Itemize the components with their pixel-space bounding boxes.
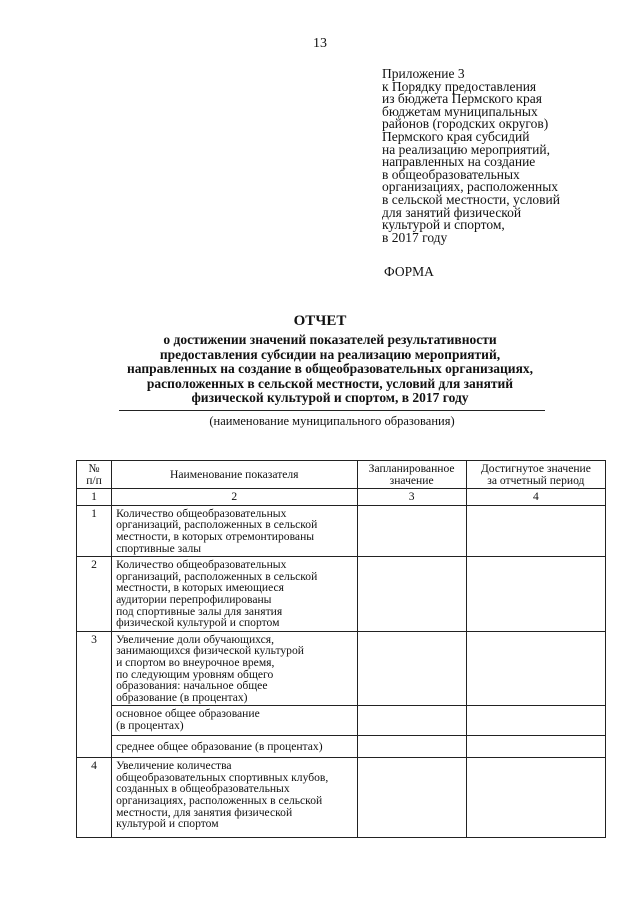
indicator-line: организаций, расположенных в сельской xyxy=(116,569,318,583)
appendix-line: к Порядку предоставления xyxy=(382,78,537,94)
header-fact xyxy=(466,461,605,489)
column-number-row xyxy=(77,489,606,506)
indicator-line: местности, в которых имеющиеся xyxy=(116,581,284,595)
header-fact-line: Достигнутое значение xyxy=(480,462,591,475)
achieved-value-cell[interactable] xyxy=(466,631,605,706)
header-num-line: п/п xyxy=(86,473,102,487)
indicator-line: аудитории перепрофилированы xyxy=(116,592,272,606)
table-row xyxy=(77,736,606,758)
subtitle-line: направленных на создание в общеобразовательных организациях, xyxy=(126,361,533,377)
appendix-line: в 2017 году xyxy=(382,229,448,245)
planned-value-cell[interactable] xyxy=(357,557,466,632)
appendix-line: в общеобразовательных xyxy=(382,166,520,182)
column-number: 2 xyxy=(112,489,357,506)
municipality-caption: (наименование муниципального образования) xyxy=(209,414,455,428)
form-label: ФОРМА xyxy=(384,264,434,279)
column-number: 4 xyxy=(466,489,605,506)
report-title: ОТЧЕТ xyxy=(293,313,347,329)
indicator-line: созданных в общеобразовательных xyxy=(116,782,290,796)
indicator-line: по следующим уровням общего xyxy=(116,667,274,681)
indicator-line: организациях, расположенных в сельской xyxy=(116,794,323,808)
planned-value-cell[interactable] xyxy=(357,505,466,556)
indicator-line: под спортивные залы для занятия xyxy=(116,604,283,618)
header-num xyxy=(77,461,112,489)
municipality-input-line[interactable] xyxy=(119,410,545,411)
appendix-line: культурой и спортом, xyxy=(382,217,505,233)
indicator-line: (в процентах) xyxy=(116,718,184,732)
indicator-line: Увеличение количества xyxy=(116,759,232,773)
achieved-value-cell[interactable] xyxy=(466,706,605,736)
column-number: 1 xyxy=(77,489,112,506)
row-number: 3 xyxy=(77,631,112,758)
appendix-line: организациях, расположенных xyxy=(382,179,559,195)
appendix-line: на реализацию мероприятий, xyxy=(382,141,550,157)
subtitle-line: предоставления субсидии на реализацию мероприятий, xyxy=(159,346,501,362)
header-plan xyxy=(357,461,466,489)
subtitle-line: физической культурой и спортом, в 2017 году xyxy=(191,390,469,406)
indicator-line: организаций, расположенных в сельской xyxy=(116,518,318,532)
achieved-value-cell[interactable] xyxy=(466,505,605,556)
achieved-value-cell[interactable] xyxy=(466,758,605,838)
indicator-line: и спортом во внеурочное время, xyxy=(116,655,275,669)
indicator-name xyxy=(112,557,357,632)
appendix-block xyxy=(382,68,632,244)
planned-value-cell[interactable] xyxy=(357,706,466,736)
header-name: Наименование показателя xyxy=(112,461,357,489)
column-number: 3 xyxy=(357,489,466,506)
subtitle-line: расположенных в сельской местности, условий для занятий xyxy=(146,375,514,391)
row-number: 4 xyxy=(77,758,112,838)
indicator-line: среднее общее образование (в процентах) xyxy=(116,739,323,753)
indicator-name xyxy=(112,758,357,838)
achieved-value-cell[interactable] xyxy=(466,736,605,758)
appendix-line: Приложение 3 xyxy=(382,66,465,81)
achieved-value-cell[interactable] xyxy=(466,557,605,632)
indicator-line: культурой и спортом xyxy=(116,817,219,831)
header-plan-line: Запланированное xyxy=(368,462,455,475)
appendix-line: из бюджета Пермского края xyxy=(382,91,542,107)
report-subtitle xyxy=(80,333,580,406)
indicator-line: Количество общеобразовательных xyxy=(116,506,287,520)
planned-value-cell[interactable] xyxy=(357,758,466,838)
indicator-name xyxy=(112,706,357,736)
appendix-line: в сельской местности, условий xyxy=(382,191,560,207)
indicator-line: местности, для занятия физической xyxy=(116,805,293,819)
indicator-line: образование (в процентах) xyxy=(116,690,248,704)
indicators-table xyxy=(76,460,606,838)
table-row xyxy=(77,706,606,736)
indicator-line: спортивные залы xyxy=(116,541,202,555)
indicator-line: Количество общеобразовательных xyxy=(116,558,287,572)
appendix-line: для занятий физической xyxy=(382,204,522,220)
indicator-line: общеобразовательных спортивных клубов, xyxy=(116,770,329,784)
appendix-line: Пермского края субсидий xyxy=(382,128,530,144)
row-number: 2 xyxy=(77,557,112,632)
indicator-name xyxy=(112,631,357,706)
indicator-name xyxy=(112,736,357,758)
table-row xyxy=(77,557,606,632)
indicator-line: Увеличение доли обучающихся, xyxy=(116,632,275,646)
header-fact-line: за отчетный период xyxy=(487,473,585,487)
indicator-line: основное общее образование xyxy=(116,707,260,721)
appendix-line: бюджетам муниципальных xyxy=(382,103,538,119)
page-number: 13 xyxy=(313,36,327,51)
table-row xyxy=(77,758,606,838)
appendix-line: районов (городских округов) xyxy=(382,116,549,132)
indicator-line: занимающихся физической культурой xyxy=(116,644,304,658)
indicator-name xyxy=(112,505,357,556)
planned-value-cell[interactable] xyxy=(357,631,466,706)
appendix-line: направленных на создание xyxy=(382,154,536,170)
indicator-line: физической культурой и спортом xyxy=(116,616,280,630)
header-plan-line: значение xyxy=(389,473,434,487)
indicator-line: местности, в которых отремонтированы xyxy=(116,529,315,543)
header-num-line: № xyxy=(88,462,100,475)
planned-value-cell[interactable] xyxy=(357,736,466,758)
indicator-line: образования: начальное общее xyxy=(116,679,268,693)
table-header-row xyxy=(77,461,606,489)
subtitle-line: о достижении значений показателей результативности xyxy=(163,332,497,347)
row-number: 1 xyxy=(77,505,112,556)
table-row xyxy=(77,505,606,556)
table-row xyxy=(77,631,606,706)
